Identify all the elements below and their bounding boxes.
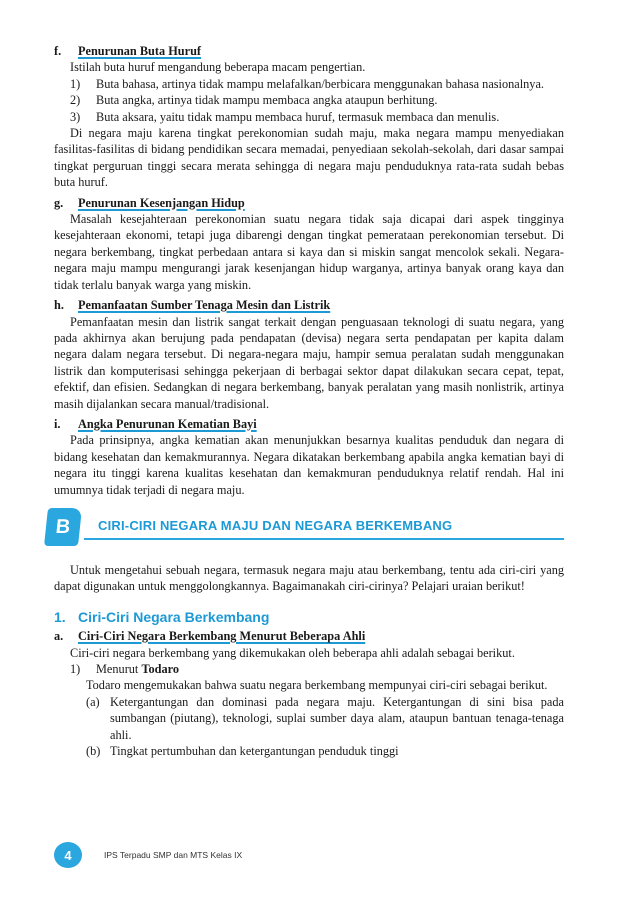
item-number: (b)	[86, 744, 101, 759]
section-letter: g.	[54, 195, 64, 210]
section-g-heading	[54, 195, 564, 211]
section-letter: a.	[54, 629, 64, 644]
item-number: 3)	[70, 109, 81, 124]
item-text: Buta aksara, yaitu tidak mampu membaca huruf, termasuk membaca dan menulis.	[96, 109, 500, 124]
section-letter: i.	[54, 416, 61, 431]
heading-title: Ciri-Ciri Negara Berkembang	[78, 608, 270, 625]
section-paragraph: Pemanfaatan mesin dan listrik sangat terkait dengan penguasaan teknologi di suatu negara, yang pada akhirnya akan berujung pada pendapatan (devisa) negara serta pendapatan per kapita dalam negara dalam negara tersebut. Di negara-negara maju, hampir semua peralatan sudah menggunakan listrik dan komputerisasi sehingga pekerjaan di berbagai sektor dapat dilakukan secara cepat, tepat, efektif, dan efisien. Sedangkan di negara berkembang, banyak peralatan yang masih nonlistrik, artinya masih dijalankan secara manual/tradisional.	[54, 314, 564, 411]
list-item	[86, 694, 564, 743]
expert-heading	[70, 661, 564, 677]
page-content	[54, 43, 564, 759]
page-footer	[54, 842, 242, 868]
banner-title: CIRI-CIRI NEGARA MAJU DAN NEGARA BERKEMBANG	[98, 517, 453, 533]
expert-name: Todaro	[141, 662, 180, 676]
section-title: Angka Penurunan Kematian Bayi	[78, 416, 257, 431]
section-paragraph: Pada prinsipnya, angka kematian akan menunjukkan besarnya kualitas penduduk dan negara di bidang kesehatan dan kemakmurannya. Negara dikatakan berkembang apabila angka kematian bayi di negara itu tinggi karena kualitas kesehatan dan kemakmuran penduduknya relatif rendah. Hal ini umumnya tidak terjadi di negara maju.	[54, 433, 564, 497]
section-title: Penurunan Kesenjangan Hidup	[78, 195, 245, 210]
item-number: 1)	[70, 662, 81, 676]
section-paragraph: Masalah kesejahteraan perekonomian suatu negara tidak saja dicapai dari aspek tingginya kesejahteraan ekonomi, tetapi juga dibarengi dengan tingkat pemerataan perekonomian tersebut. Di negara berkembang, tingkat perbedaan antara si kaya dan si miskin sangat mencolok sekali. Negara-negara maju mampu mengurangi jarak kesenjangan hidup warganya, artinya banyak orang kaya dan tidak terlalu banyak warga yang miskin.	[54, 212, 564, 292]
item-text: Buta angka, artinya tidak mampu membaca angka ataupun berhitung.	[96, 93, 438, 108]
section-f-heading	[54, 43, 564, 59]
page-number-badge: 4	[54, 842, 82, 868]
heading-number: 1.	[54, 608, 66, 625]
heading-level-1	[54, 609, 564, 625]
expert-item	[54, 661, 564, 759]
intro-paragraph: Untuk mengetahui sebuah negara, termasuk negara maju atau berkembang, tentu ada ciri-ciri yang dapat digunakan untuk menggolongkannya. Bagaimanakah ciri-cirinya? Pelajari uraian berikut!	[54, 562, 564, 594]
section-title: Pemanfaatan Sumber Tenaga Mesin dan Listrik	[78, 298, 331, 313]
item-number: (a)	[86, 694, 100, 709]
chapter-banner	[54, 508, 564, 548]
item-text: Ketergantungan dan dominasi pada negara maju. Ketergantungan di sini bisa pada sumbangan (piutang), teknologi, suplai sumber daya alam, ataupun bantuan tenaga-tenaga ahli.	[110, 694, 564, 742]
sub-a-heading	[54, 628, 564, 644]
buta-huruf-list	[54, 76, 564, 125]
section-paragraph: Di negara maju karena tingkat perekonomian sudah maju, maka negara mampu menyediakan fasilitas-fasilitas di bidang pendidikan secara memadai, penyediaan sekolah-sekolah, dari dasar sampai tingkat perguruan tinggi secara merata sehingga di negara maju penduduknya rata-rata sudah bebas buta huruf.	[54, 126, 564, 190]
expert-prefix: Menurut	[96, 662, 139, 676]
list-item	[70, 92, 564, 108]
section-title: Ciri-Ciri Negara Berkembang Menurut Beberapa Ahli	[78, 629, 366, 644]
footer-text: IPS Terpadu SMP dan MTS Kelas IX	[104, 850, 243, 860]
item-text: Buta bahasa, artinya tidak mampu melafalkan/berbicara menggunakan bahasa nasionalnya.	[96, 76, 544, 91]
item-number: 2)	[70, 93, 81, 108]
banner-rule	[84, 538, 564, 540]
list-item	[86, 743, 564, 759]
item-text: Tingkat pertumbuhan dan ketergantungan penduduk tinggi	[110, 744, 399, 759]
section-badge-icon: B	[44, 508, 82, 546]
section-title: Penurunan Buta Huruf	[78, 44, 201, 58]
section-intro: Istilah buta huruf mengandung beberapa macam pengertian.	[70, 60, 366, 75]
section-letter: f.	[54, 44, 62, 58]
list-item	[70, 76, 564, 92]
expert-points	[70, 694, 564, 760]
section-h-heading	[54, 297, 564, 313]
section-i-heading	[54, 416, 564, 432]
item-number: 1)	[70, 76, 81, 91]
list-item	[70, 109, 564, 125]
section-f-body	[54, 59, 564, 75]
expert-paragraph: Todaro mengemukakan bahwa suatu negara berkembang mempunyai ciri-ciri sebagai berikut.	[86, 678, 548, 693]
section-letter: h.	[54, 298, 64, 313]
section-paragraph: Ciri-ciri negara berkembang yang dikemukakan oleh beberapa ahli adalah sebagai berikut.	[70, 645, 515, 660]
